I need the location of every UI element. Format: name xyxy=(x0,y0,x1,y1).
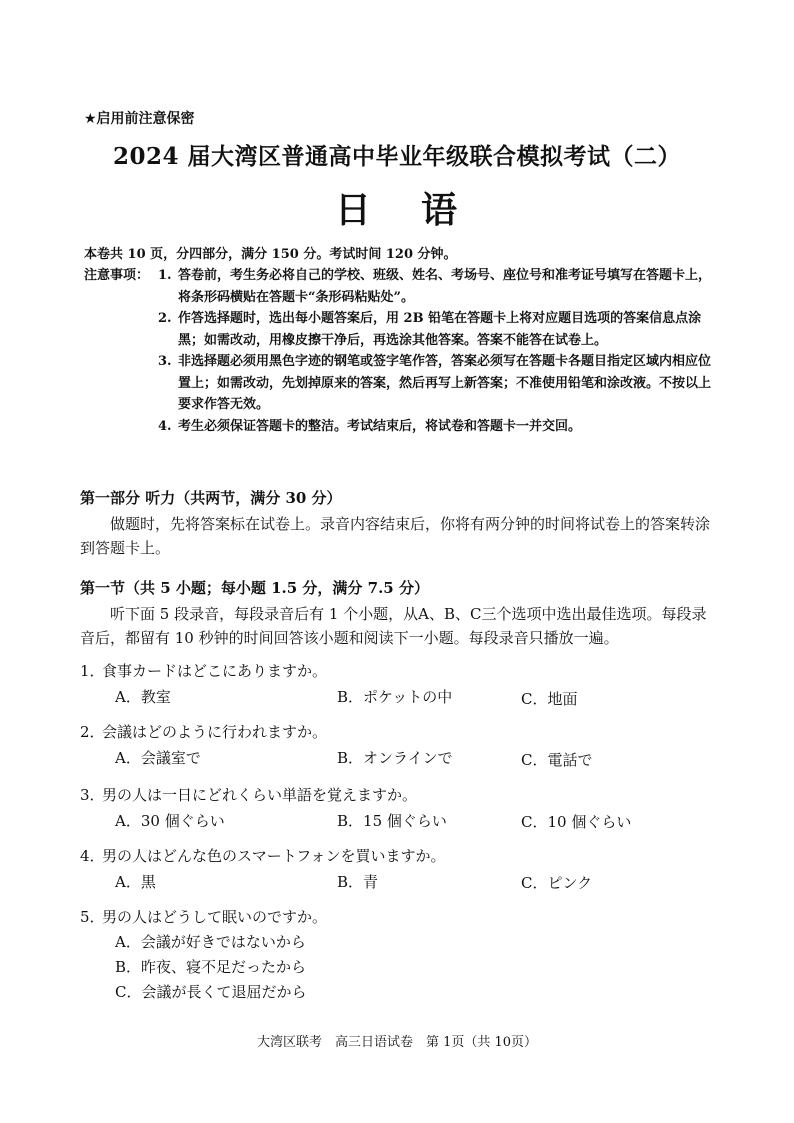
note-item xyxy=(158,416,716,438)
option-b: B．オンラインで xyxy=(337,749,453,767)
note-number: 4. xyxy=(158,418,172,434)
note-text: 考生必须保证答题卡的整洁。考试结束后，将试卷和答题卡一并交回。 xyxy=(178,418,582,434)
option-a: A．教室 xyxy=(115,688,171,706)
question-number: 3． xyxy=(80,786,105,804)
note-item xyxy=(158,308,716,351)
note-item xyxy=(158,265,716,308)
subject-title xyxy=(0,182,794,233)
section1-heading: 第一节（共 5 小题；每小题 1.5 分，满分 7.5 分） xyxy=(80,579,429,597)
question-number: 5． xyxy=(80,908,105,926)
question-text: 男の人はどうして眠いのですか。 xyxy=(102,908,328,926)
question-number: 2． xyxy=(80,723,105,741)
option-c: C．10 個ぐらい xyxy=(521,813,632,831)
notes-section xyxy=(84,265,716,437)
option-a: A．黒 xyxy=(115,873,156,891)
notes-list xyxy=(84,265,716,437)
exam-title: 2024 届大湾区普通高中毕业年级联合模拟考试（二） xyxy=(112,143,682,170)
question-text: 食事カードはどこにありますか。 xyxy=(102,662,328,680)
option-a: A．会議室で xyxy=(115,749,201,767)
note-text: 答卷前，考生务必将自己的学校、班级、姓名、考场号、座位号和准考证号填写在答题卡上，将条形码横贴在答题卡“条形码粘贴处”。 xyxy=(178,268,712,305)
part1-heading: 第一部分 听力（共两节，满分 30 分） xyxy=(80,489,342,507)
option-c: C．会議が長くて退屈だから xyxy=(115,983,307,1001)
question-number: 1． xyxy=(80,662,105,680)
option-c: C．ピンク xyxy=(521,874,593,892)
note-number: 3. xyxy=(158,354,172,369)
question-5 xyxy=(80,906,327,927)
question-1 xyxy=(80,660,327,681)
subject-char-1: 日 xyxy=(334,190,373,231)
note-number: 2. xyxy=(158,311,172,326)
question-text: 男の人は一日にどれくらい単語を覚えますか。 xyxy=(102,786,418,804)
option-a: A．30 個ぐらい xyxy=(115,812,225,830)
option-b: B．青 xyxy=(337,873,379,891)
part1-intro: 做题时，先将答案标在试卷上。录音内容结束后，你将有两分钟的时间将试卷上的答案转涂到答题卡上。 xyxy=(80,515,711,557)
option-b: B．昨夜、寝不足だったから xyxy=(115,958,307,976)
question-3 xyxy=(80,784,417,805)
note-number: 1. xyxy=(158,268,172,283)
exam-info: 本卷共 10 页，分四部分，满分 150 分。考试时间 120 分钟。 xyxy=(84,247,457,262)
question-text: 男の人はどんな色のスマートフォンを買いますか。 xyxy=(102,847,446,865)
question-text: 会議はどのように行われますか。 xyxy=(102,723,328,741)
question-4 xyxy=(80,845,446,866)
notes-label: 注意事项： xyxy=(84,268,150,283)
option-b: B．ポケットの中 xyxy=(337,688,453,706)
question-number: 4． xyxy=(80,847,105,865)
option-c: C．電話で xyxy=(521,751,593,769)
page-footer: 大湾区联考 高三日语试卷 第 1页（共 10页） xyxy=(256,1035,538,1050)
question-2 xyxy=(80,721,327,742)
option-c: C．地面 xyxy=(521,690,578,708)
section1-intro: 听下面 5 段录音，每段录音后有 1 个小题，从A、B、C三个选项中选出最佳选项。每段录音后，都留有 10 秒钟的时间回答该小题和阅读下一小题。每段录音只播放一遍。 xyxy=(80,605,707,647)
note-text: 作答选择题时，选出每小题答案后，用 2B 铅笔在答题卡上将对应题目选项的答案信息点涂黑；如需改动，用橡皮擦干净后，再选涂其他答案。答案不能答在试卷上。 xyxy=(178,311,702,348)
note-item xyxy=(158,351,716,416)
option-b: B．15 個ぐらい xyxy=(337,812,447,830)
confidential-notice: ★启用前注意保密 xyxy=(84,111,195,127)
option-a: A．会議が好きではないから xyxy=(115,933,306,951)
subject-char-2: 语 xyxy=(421,190,460,231)
note-text: 非选择题必须用黑色字迹的钢笔或签字笔作答，答案必须写在答题卡各题目指定区域内相应位置上；如需改动，先划掉原来的答案，然后再写上新答案；不准使用铅笔和涂改液。不按以上要求作答无效。 xyxy=(178,354,712,412)
